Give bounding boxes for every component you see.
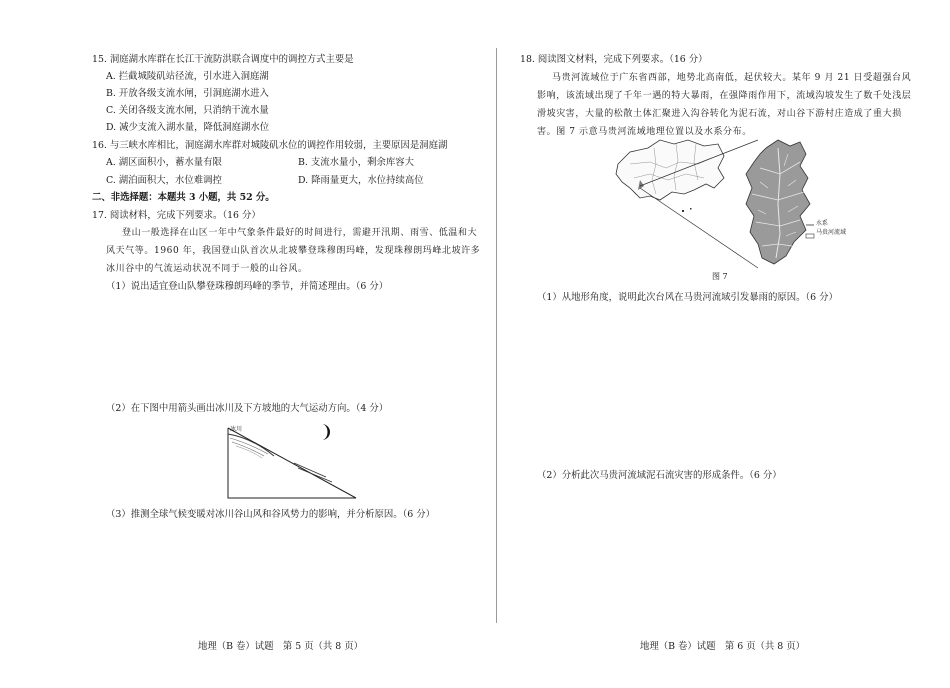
section-heading: 二、非选择题：本题共 3 小题，共 52 分。	[92, 192, 275, 203]
q16-option-c: C. 湖泊面积大，水位难调控	[106, 175, 222, 186]
q18-sub2: （2）分析此次马贵河流域泥石流灾害的形成条件。（6 分）	[537, 470, 782, 481]
q18-material-line: 影响，该流域出现了千年一遇的特大暴雨，在强降雨作用下，流域沟坡发生了数千处浅层	[537, 91, 912, 101]
q17-sub3: （3）推测全球气候变暖对冰川谷山风和谷风势力的影响，并分析原因。（6 分）	[106, 509, 435, 520]
q18-stem: 18. 阅读图文材料，完成下列要求。（16 分）	[520, 54, 708, 65]
q17-material-line: 登山一般选择在山区一年中气象条件最好的时间进行，需避开汛期、雨雪、低温和大	[122, 228, 478, 238]
figure7-caption: 图 7	[712, 272, 728, 281]
figure7-map	[610, 134, 822, 270]
q17-sub1: （1）说出适宜登山队攀登珠穆朗玛峰的季节，并简述理由。（6 分）	[106, 281, 389, 292]
glacier-label: 冰川	[230, 426, 243, 433]
q16-option-d: D. 降雨量更大，水位持续高位	[298, 175, 424, 186]
right-footer: 地理（B 卷）试题 第 6 页（共 8 页）	[640, 641, 805, 652]
left-footer: 地理（B 卷）试题 第 5 页（共 8 页）	[198, 641, 363, 652]
q17-material-line: 风天气等。1960 年，我国登山队首次从北坡攀登珠穆朗玛峰，发现珠穆朗玛峰北坡许多	[106, 246, 481, 256]
q17-material-line: 冰川谷中的气流运动状况不同于一般的山谷风。	[106, 264, 308, 274]
legend-basin: 马贵河流域	[816, 229, 847, 236]
q18-material-line: 害。图 7 示意马贵河流域地理位置以及水系分布。	[537, 127, 752, 137]
q17-sub2: （2）在下图中用箭头画出冰川及下方坡地的大气运动方向。（4 分）	[106, 403, 389, 414]
q15-option-b: B. 开放各级支流水闸，引洞庭湖水进入	[106, 88, 269, 99]
q16-option-a: A. 湖区面积小，蓄水量有限	[106, 157, 222, 168]
glacier-slope-figure	[222, 420, 362, 502]
q15-option-c: C. 关闭各级支流水闸，只消纳干流水量	[106, 105, 269, 116]
q18-sub1: （1）从地形角度，说明此次台风在马贵河流域引发暴雨的原因。（6 分）	[537, 292, 838, 303]
q16-option-b: B. 支流水量小，剩余库容大	[298, 157, 414, 168]
q18-material-line: 马贵河流域位于广东省西部，地势北高南低，起伏较大。某年 9 月 21 日受超强台风	[552, 73, 912, 83]
column-divider	[496, 48, 497, 623]
q15-option-d: D. 减少支流入湖水量，降低洞庭湖水位	[106, 122, 270, 133]
q15-option-a: A. 拦截城陵矶站径流，引水进入洞庭湖	[106, 71, 269, 82]
q16-stem: 16. 与三峡水库相比，洞庭湖水库群对城陵矶水位的调控作用较弱，主要原因是洞庭湖	[92, 140, 448, 151]
legend-river: 水系	[816, 220, 829, 227]
q15-stem: 15. 洞庭湖水库群在长江干流防洪联合调度中的调控方式主要是	[92, 54, 354, 65]
q17-stem: 17. 阅读材料，完成下列要求。（16 分）	[92, 210, 261, 221]
q18-material-line: 滑坡灾害，大量的松散土体汇聚进入沟谷转化为泥石流，对山谷下游村庄造成了重大损	[537, 109, 902, 119]
